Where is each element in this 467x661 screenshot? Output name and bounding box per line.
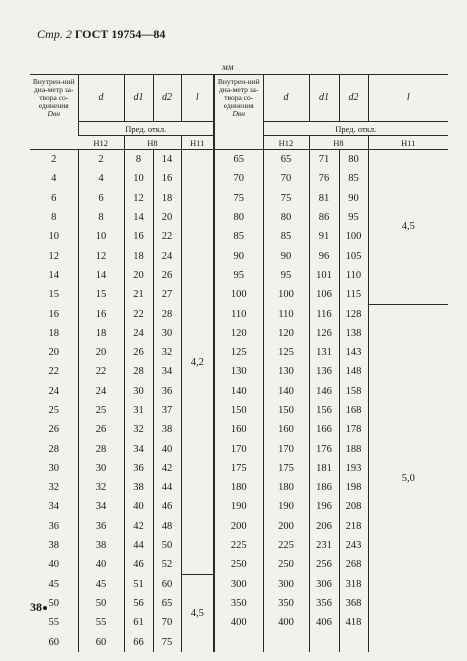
cell: 8 xyxy=(78,208,124,227)
cell: 76 xyxy=(309,169,339,188)
cell: 26 xyxy=(48,424,59,436)
cell: 101 xyxy=(309,266,339,285)
cell: 166 xyxy=(309,420,339,439)
cell: 18 xyxy=(153,189,181,208)
cell: 20 xyxy=(78,343,124,362)
cell: 100 xyxy=(263,285,309,304)
cell: 32 xyxy=(48,482,59,494)
tol-d-right: H12 xyxy=(263,136,309,150)
cell: 65 xyxy=(214,150,263,170)
cell: 36 xyxy=(124,459,153,478)
cell: 20 xyxy=(153,208,181,227)
cell: 36 xyxy=(48,520,59,532)
cell: 28 xyxy=(153,304,181,323)
cell: 95 xyxy=(263,266,309,285)
cell: 40 xyxy=(78,555,124,574)
cell: 34 xyxy=(48,501,59,513)
cell: 206 xyxy=(309,517,339,536)
cell: 50 xyxy=(78,594,124,613)
cell: 198 xyxy=(339,478,368,497)
cell: 24 xyxy=(78,382,124,401)
tol-l: H11 xyxy=(181,136,214,150)
cell: 8 xyxy=(124,150,153,170)
cell: 160 xyxy=(214,420,263,439)
cell: 120 xyxy=(263,324,309,343)
cell: 66 xyxy=(124,632,153,651)
cell: 75 xyxy=(153,632,181,651)
cell: 368 xyxy=(339,594,368,613)
cell: 6 xyxy=(51,192,57,204)
cell: 120 xyxy=(214,324,263,343)
cell: 22 xyxy=(153,227,181,246)
header-d1-right: d1 xyxy=(309,75,339,122)
cell: 16 xyxy=(124,227,153,246)
cell: 143 xyxy=(339,343,368,362)
cell: 115 xyxy=(339,285,368,304)
cell: 36 xyxy=(153,382,181,401)
cell: 60 xyxy=(153,575,181,594)
cell: 32 xyxy=(124,420,153,439)
cell: 318 xyxy=(339,575,368,594)
cell: 40 xyxy=(124,497,153,516)
cell: 95 xyxy=(214,266,263,285)
cell: 128 xyxy=(339,304,368,323)
header-d-right: d xyxy=(263,75,309,122)
cell: 268 xyxy=(339,555,368,574)
cell: 231 xyxy=(309,536,339,555)
cell: 24 xyxy=(124,324,153,343)
page-header xyxy=(37,27,165,42)
cell: 85 xyxy=(214,227,263,246)
cell: 80 xyxy=(214,208,263,227)
cell: 55 xyxy=(78,613,124,632)
cell: 42 xyxy=(124,517,153,536)
cell: 126 xyxy=(309,324,339,343)
l-group-cell: 4,5 xyxy=(181,575,214,652)
cell xyxy=(263,632,309,651)
cell: 60 xyxy=(48,636,59,648)
header-d: d xyxy=(78,75,124,122)
cell: 45 xyxy=(78,575,124,594)
cell: 46 xyxy=(124,555,153,574)
cell: 190 xyxy=(263,497,309,516)
cell: 38 xyxy=(78,536,124,555)
cell: 208 xyxy=(339,497,368,516)
cell: 225 xyxy=(263,536,309,555)
cell: 418 xyxy=(339,613,368,632)
cell: 95 xyxy=(339,208,368,227)
cell: 34 xyxy=(124,439,153,458)
cell: 100 xyxy=(214,285,263,304)
header-l: l xyxy=(181,75,214,122)
cell: 130 xyxy=(214,362,263,381)
header-inner-diameter-symbol-right: Dвн xyxy=(232,109,245,119)
cell: 45 xyxy=(48,578,59,590)
cell: 12 xyxy=(124,189,153,208)
cell: 51 xyxy=(124,575,153,594)
unit-label: мм xyxy=(222,62,234,72)
cell: 34 xyxy=(153,362,181,381)
cell: 12 xyxy=(48,250,59,262)
header-inner-diameter-symbol: Dвн xyxy=(47,109,60,119)
cell: 60 xyxy=(78,632,124,651)
cell: 170 xyxy=(214,439,263,458)
header-d2-right: d2 xyxy=(339,75,368,122)
header-d2: d2 xyxy=(153,75,181,122)
cell: 22 xyxy=(78,362,124,381)
cell: 15 xyxy=(78,285,124,304)
cell: 175 xyxy=(263,459,309,478)
cell: 38 xyxy=(124,478,153,497)
cell xyxy=(309,632,339,651)
cell: 40 xyxy=(153,439,181,458)
cell: 256 xyxy=(309,555,339,574)
cell: 250 xyxy=(263,555,309,574)
tol-d: H12 xyxy=(78,136,124,150)
header-inner-diameter-text-right: Внутрен-ний диа-метр за-твора со-единения xyxy=(217,77,260,111)
cell: 70 xyxy=(263,169,309,188)
cell: 4 xyxy=(51,173,57,185)
cell: 86 xyxy=(309,208,339,227)
table-row xyxy=(30,150,448,170)
cell: 14 xyxy=(153,150,181,170)
cell: 48 xyxy=(153,517,181,536)
l-group-cell-right: 4,5 xyxy=(368,150,448,305)
cell: 218 xyxy=(339,517,368,536)
cell: 2 xyxy=(78,150,124,170)
cell: 90 xyxy=(214,246,263,265)
cell: 81 xyxy=(309,189,339,208)
cell: 106 xyxy=(309,285,339,304)
header-inner-diameter xyxy=(30,75,78,122)
cell: 10 xyxy=(48,231,59,243)
cell: 15 xyxy=(48,289,59,301)
cell: 150 xyxy=(263,401,309,420)
cell: 16 xyxy=(78,304,124,323)
header-l-right: l xyxy=(368,75,448,122)
header-inner-diameter-right xyxy=(214,75,263,122)
cell: 14 xyxy=(78,266,124,285)
cell: 30 xyxy=(48,462,59,474)
l-group-cell: 4,2 xyxy=(181,150,214,575)
cell: 136 xyxy=(309,362,339,381)
cell: 44 xyxy=(124,536,153,555)
cell: 70 xyxy=(153,613,181,632)
cell: 28 xyxy=(78,439,124,458)
cell: 91 xyxy=(309,227,339,246)
cell: 27 xyxy=(153,285,181,304)
cell: 156 xyxy=(309,401,339,420)
cell: 24 xyxy=(48,385,59,397)
cell: 400 xyxy=(263,613,309,632)
cell: 31 xyxy=(124,401,153,420)
cell: 28 xyxy=(48,443,59,455)
cell: 125 xyxy=(263,343,309,362)
dimensions-table xyxy=(30,74,448,652)
cell: 18 xyxy=(48,327,59,339)
cell: 200 xyxy=(214,517,263,536)
cell: 30 xyxy=(78,459,124,478)
cell: 150 xyxy=(214,401,263,420)
cell: 14 xyxy=(48,269,59,281)
cell: 190 xyxy=(214,497,263,516)
cell: 160 xyxy=(263,420,309,439)
cell: 8 xyxy=(51,212,57,224)
cell: 300 xyxy=(263,575,309,594)
cell: 40 xyxy=(48,559,59,571)
cell: 44 xyxy=(153,478,181,497)
cell: 131 xyxy=(309,343,339,362)
cell: 24 xyxy=(153,246,181,265)
cell: 406 xyxy=(309,613,339,632)
cell: 65 xyxy=(263,150,309,170)
cell: 148 xyxy=(339,362,368,381)
cell: 356 xyxy=(309,594,339,613)
table-header xyxy=(30,75,448,150)
cell: 130 xyxy=(263,362,309,381)
cell: 75 xyxy=(263,189,309,208)
cell: 180 xyxy=(214,478,263,497)
cell: 61 xyxy=(124,613,153,632)
cell: 85 xyxy=(263,227,309,246)
cell: 21 xyxy=(124,285,153,304)
cell: 56 xyxy=(124,594,153,613)
cell: 18 xyxy=(124,246,153,265)
cell: 50 xyxy=(153,536,181,555)
cell: 180 xyxy=(263,478,309,497)
page-label: Стр. 2 xyxy=(37,27,72,41)
tol-d1-d2-right: H8 xyxy=(309,136,368,150)
cell: 55 xyxy=(48,617,59,629)
cell: 116 xyxy=(309,304,339,323)
cell: 110 xyxy=(339,266,368,285)
cell: 170 xyxy=(263,439,309,458)
cell: 36 xyxy=(78,517,124,536)
standard-code: ГОСТ 19754—84 xyxy=(74,27,166,41)
cell: 176 xyxy=(309,439,339,458)
table-row xyxy=(30,304,448,323)
cell: 80 xyxy=(339,150,368,170)
cell: 65 xyxy=(153,594,181,613)
cell: 32 xyxy=(78,478,124,497)
cell: 300 xyxy=(214,575,263,594)
cell: 140 xyxy=(263,382,309,401)
cell: 225 xyxy=(214,536,263,555)
cell: 16 xyxy=(48,308,59,320)
page-number xyxy=(30,600,47,615)
cell: 140 xyxy=(214,382,263,401)
cell: 46 xyxy=(153,497,181,516)
cell: 2 xyxy=(51,154,57,166)
cell: 350 xyxy=(214,594,263,613)
tolerance-header-right: Пред. откл. xyxy=(263,122,448,136)
cell: 10 xyxy=(78,227,124,246)
cell: 4 xyxy=(78,169,124,188)
cell: 110 xyxy=(214,304,263,323)
cell: 22 xyxy=(124,304,153,323)
cell: 306 xyxy=(309,575,339,594)
cell: 38 xyxy=(153,420,181,439)
cell: 138 xyxy=(339,324,368,343)
cell: 125 xyxy=(214,343,263,362)
cell: 350 xyxy=(263,594,309,613)
cell: 25 xyxy=(78,401,124,420)
cell: 181 xyxy=(309,459,339,478)
cell: 158 xyxy=(339,382,368,401)
cell: 178 xyxy=(339,420,368,439)
cell: 14 xyxy=(124,208,153,227)
cell: 26 xyxy=(153,266,181,285)
cell: 52 xyxy=(153,555,181,574)
cell: 110 xyxy=(263,304,309,323)
cell: 26 xyxy=(78,420,124,439)
cell: 200 xyxy=(263,517,309,536)
cell: 22 xyxy=(48,366,59,378)
cell: 100 xyxy=(339,227,368,246)
tol-l-right: H11 xyxy=(368,136,448,150)
cell: 146 xyxy=(309,382,339,401)
cell: 26 xyxy=(124,343,153,362)
cell: 42 xyxy=(153,459,181,478)
cell xyxy=(339,632,368,651)
cell: 85 xyxy=(339,169,368,188)
cell: 38 xyxy=(48,540,59,552)
cell: 28 xyxy=(124,362,153,381)
cell: 400 xyxy=(214,613,263,632)
cell: 90 xyxy=(263,246,309,265)
cell: 12 xyxy=(78,246,124,265)
cell: 32 xyxy=(153,343,181,362)
cell: 20 xyxy=(48,347,59,359)
cell: 50 xyxy=(48,597,59,609)
cell: 30 xyxy=(124,382,153,401)
page-number-text: 38 xyxy=(30,600,42,614)
cell: 90 xyxy=(339,189,368,208)
cell: 18 xyxy=(78,324,124,343)
cell: 75 xyxy=(214,189,263,208)
cell: 20 xyxy=(124,266,153,285)
cell: 243 xyxy=(339,536,368,555)
cell: 6 xyxy=(78,189,124,208)
cell: 30 xyxy=(153,324,181,343)
cell: 105 xyxy=(339,246,368,265)
cell: 193 xyxy=(339,459,368,478)
header-inner-diameter-text: Внутрен-ний диа-метр за-твора со-единения xyxy=(32,77,75,111)
cell: 188 xyxy=(339,439,368,458)
cell: 250 xyxy=(214,555,263,574)
cell: 34 xyxy=(78,497,124,516)
cell: 196 xyxy=(309,497,339,516)
cell: 80 xyxy=(263,208,309,227)
l-group-cell-right: 5,0 xyxy=(368,304,448,651)
table-body xyxy=(30,150,448,652)
cell: 96 xyxy=(309,246,339,265)
cell: 175 xyxy=(214,459,263,478)
cell: 71 xyxy=(309,150,339,170)
cell: 70 xyxy=(214,169,263,188)
cell: 10 xyxy=(124,169,153,188)
cell: 37 xyxy=(153,401,181,420)
cell: 186 xyxy=(309,478,339,497)
header-d1: d1 xyxy=(124,75,153,122)
cell xyxy=(214,632,263,651)
cell: 25 xyxy=(48,405,59,416)
cell: 16 xyxy=(153,169,181,188)
cell: 168 xyxy=(339,401,368,420)
tolerance-header: Пред. откл. xyxy=(78,122,214,136)
tol-d1-d2: H8 xyxy=(124,136,181,150)
